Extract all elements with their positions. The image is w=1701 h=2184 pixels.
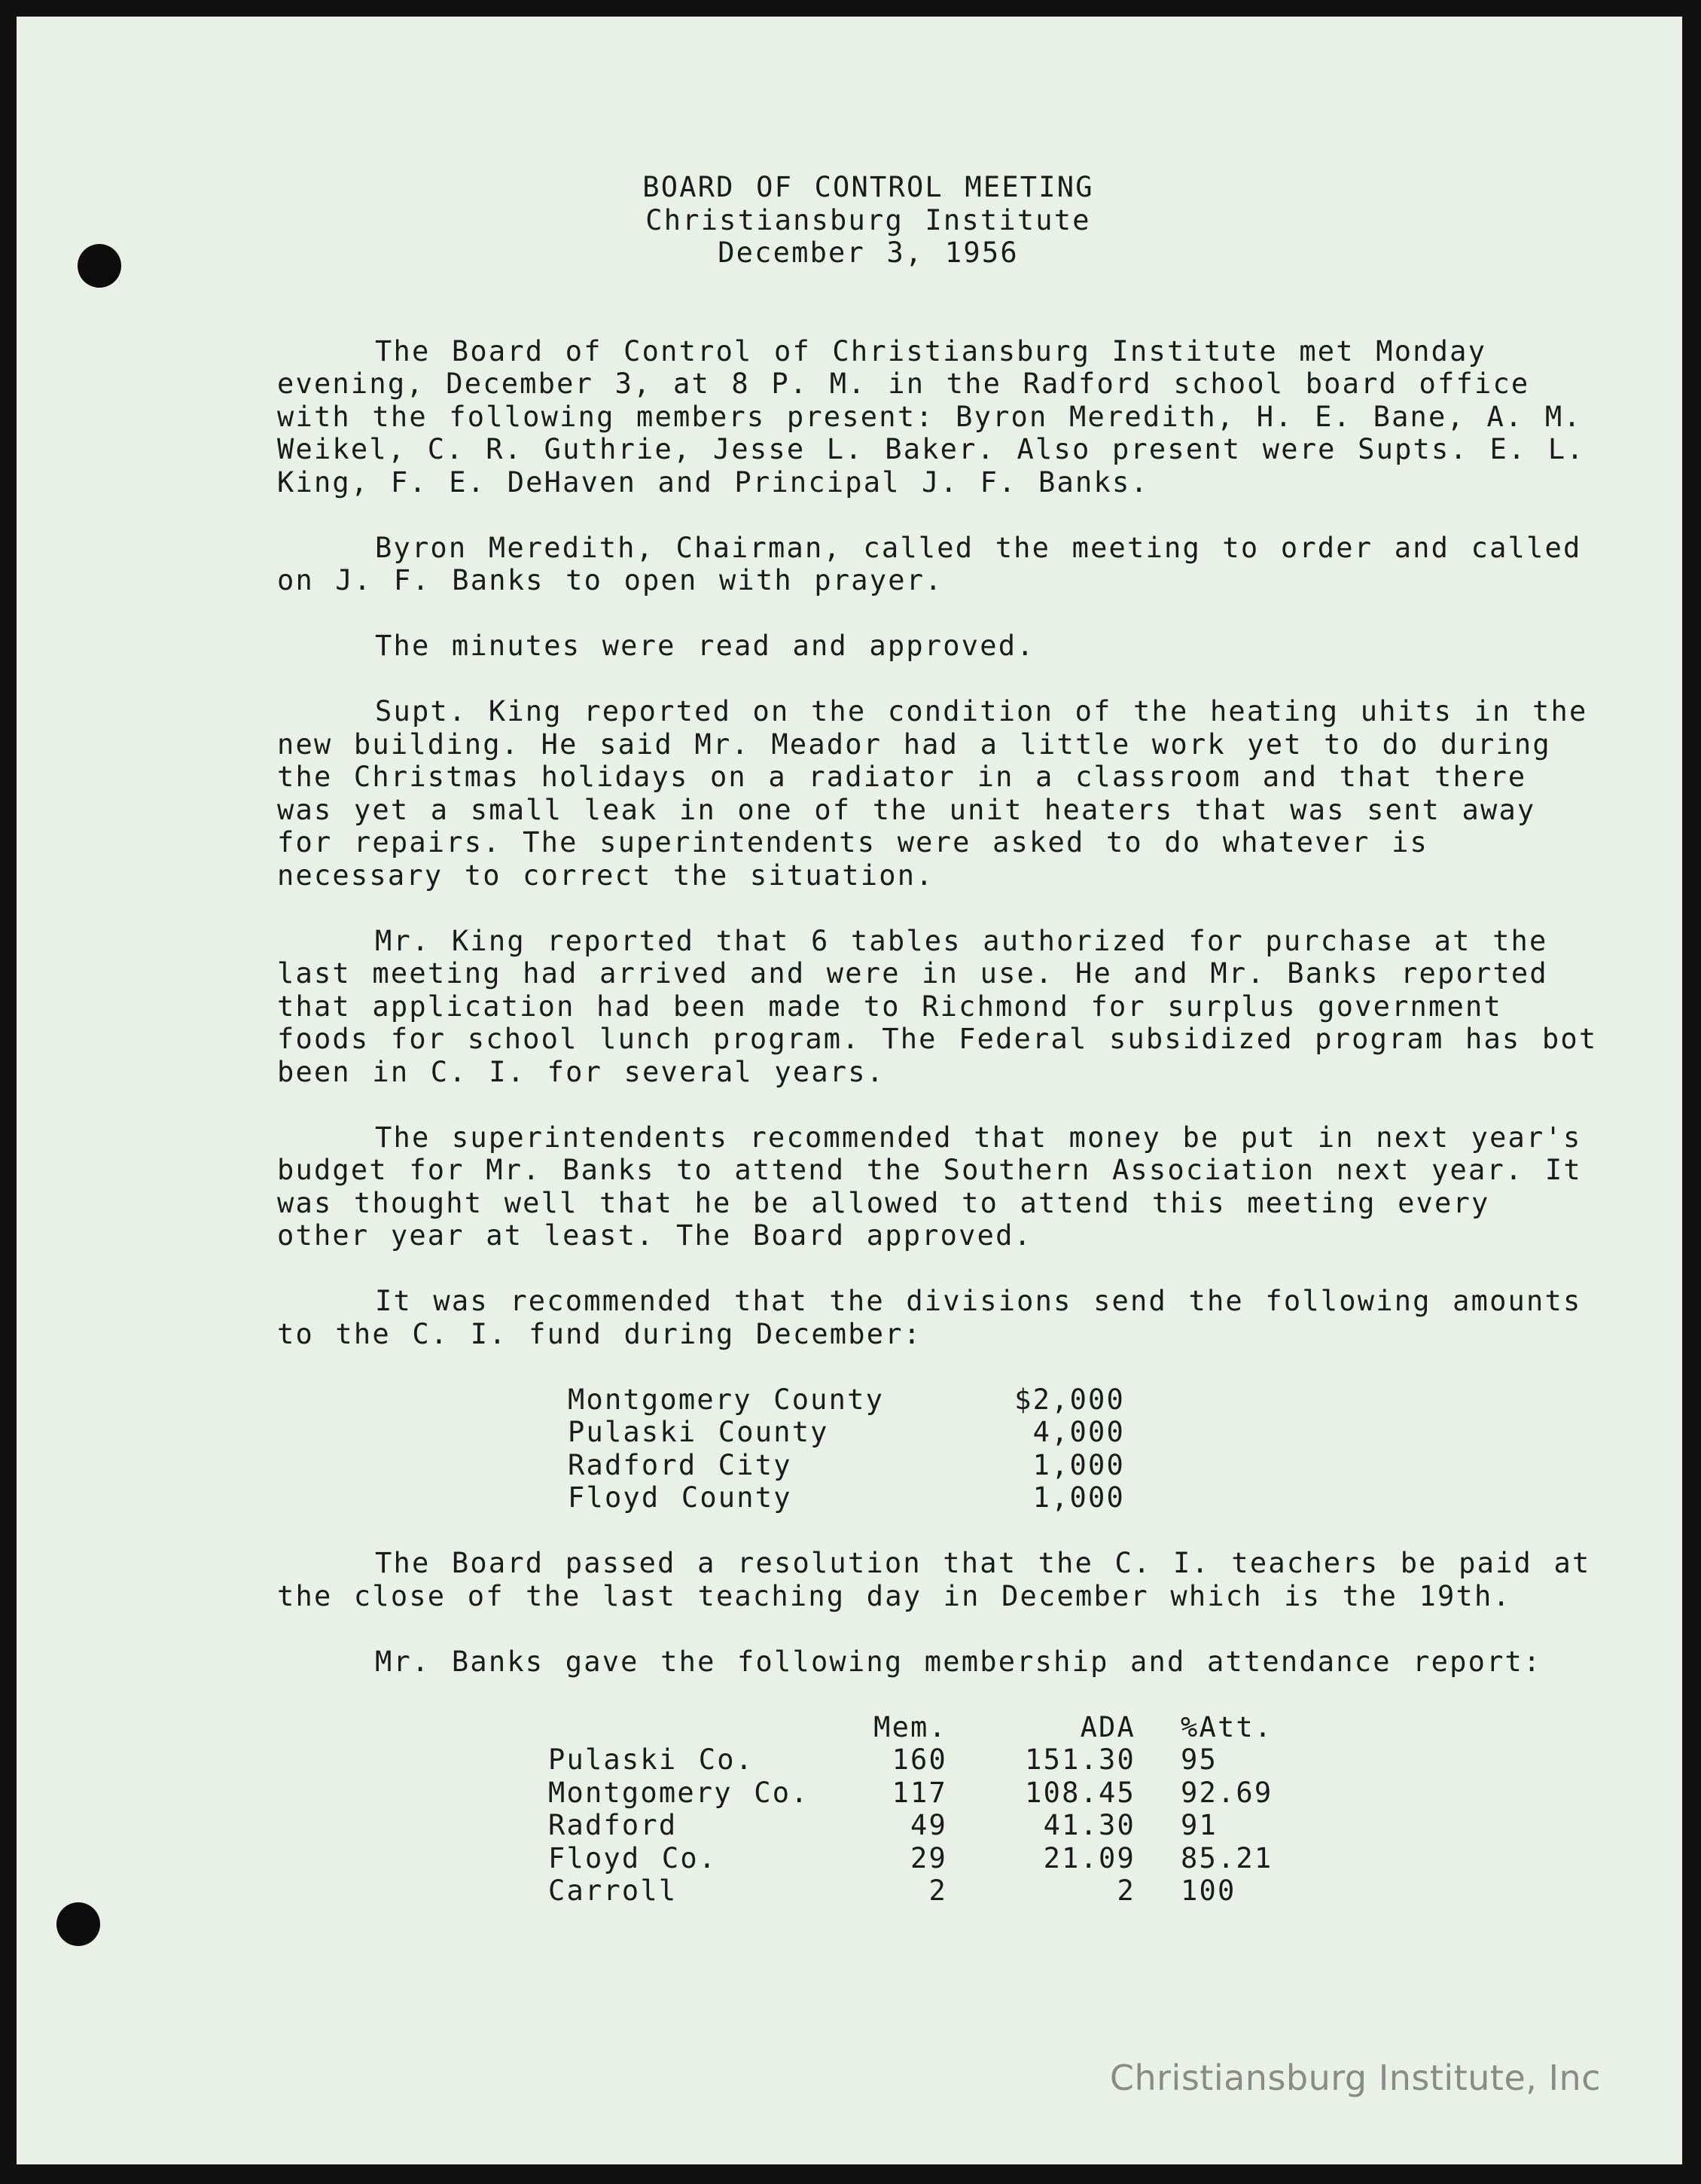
paragraph-call-to-order: Byron Meredith, Chairman, called the meeting to order and called on J. F. Banks to open with prayer.: [277, 531, 1582, 596]
amount-value: 1,000: [1032, 1481, 1125, 1514]
report-header-cell: [548, 1711, 834, 1744]
punch-hole-bottom: [56, 1902, 100, 1946]
amount-row: [277, 1383, 1602, 1417]
report-header-cell: %Att.: [1181, 1710, 1273, 1743]
amount-division: Pulaski County: [568, 1416, 829, 1448]
document-page: [17, 17, 1682, 2164]
header-title: BOARD OF CONTROL MEETING: [642, 171, 1094, 203]
paragraph-fund: It was recommended that the divisions send the following amounts to the C. I. fund during December:: [277, 1285, 1582, 1350]
report-header-cell: Mem.: [873, 1710, 947, 1743]
amount-division: Floyd County: [568, 1481, 792, 1514]
report-cell: 100: [1181, 1874, 1236, 1907]
report-cell: 41.30: [1043, 1809, 1136, 1841]
report-cell: 2: [1117, 1874, 1136, 1907]
amount-division: Radford City: [568, 1448, 792, 1481]
amount-value: 4,000: [1032, 1416, 1125, 1448]
amount-row: [277, 1416, 1602, 1449]
header-institution: Christiansburg Institute: [645, 203, 1091, 236]
report-cell: 2: [928, 1874, 947, 1907]
amount-value: $2,000: [1014, 1383, 1125, 1416]
paragraph-teacher-pay: The Board passed a resolution that the C. I. teachers be paid at the close of the last teaching day in December which is the 19th.: [277, 1547, 1591, 1612]
report-cell: 95: [1181, 1743, 1218, 1776]
document-header: [277, 171, 1459, 270]
report-cell: 49: [910, 1809, 947, 1841]
report-cell: 108.45: [1025, 1776, 1136, 1809]
report-cell: 92.69: [1181, 1776, 1273, 1809]
report-row: [277, 1777, 1602, 1810]
report-row: [277, 1743, 1602, 1777]
report-row: [277, 1874, 1602, 1908]
report-header-cell: ADA: [1080, 1710, 1136, 1743]
watermark-text: Christiansburg Institute, Inc: [1109, 2057, 1601, 2098]
report-cell: 21.09: [1043, 1841, 1136, 1874]
paragraph-tables: Mr. King reported that 6 tables authorized for purchase at the last meeting had arrived and were in use. He and Mr. Banks reported that application had been made to Richmond for surplus government foods for school lunch program. The Federal subsidized program has bot been in C. I. for several years.: [277, 924, 1598, 1088]
amount-row: [277, 1449, 1602, 1482]
header-date: December 3, 1956: [718, 236, 1019, 269]
report-cell: Carroll: [548, 1874, 678, 1907]
paragraph-attendance: The Board of Control of Christiansburg Institute met Monday evening, December 3, at 8 P. M. in the Radford school board office with the following members present: Byron Meredith, H. E. Bane, A. M. Weikel, C. R. Guthrie, Jesse L. Baker. Also present were Supts. E. L. King, F. E. DeHaven and Principal J. F. Banks.: [277, 334, 1585, 499]
report-cell: 151.30: [1025, 1743, 1136, 1776]
amount-row: [277, 1481, 1602, 1514]
attendance-report-table: [277, 1711, 1602, 1908]
report-cell: 85.21: [1181, 1841, 1273, 1874]
amount-value: 1,000: [1032, 1448, 1125, 1481]
report-row: [277, 1842, 1602, 1875]
report-cell: Floyd Co.: [548, 1841, 718, 1874]
amount-division: Montgomery County: [568, 1383, 885, 1416]
report-header-row: [277, 1711, 1602, 1744]
paragraph-heating: Supt. King reported on the condition of the heating uhits in the new building. He said Mr. Meador had a little work yet to do during the Christmas holidays on a radiator in a classroom and that there was yet a small leak in one of the unit heaters that was sent away for repairs. The superintendents were asked to do whatever is necessary to correct the situation.: [277, 695, 1588, 892]
report-cell: Radford: [548, 1809, 678, 1841]
paragraph-minutes: The minutes were read and approved.: [375, 630, 1035, 662]
report-cell: 29: [910, 1841, 947, 1874]
report-cell: Pulaski Co.: [548, 1743, 754, 1776]
report-cell: Montgomery Co.: [548, 1776, 809, 1809]
paragraph-budget: The superintendents recommended that money be put in next year's budget for Mr. Banks to attend the Southern Association next year. It was thought well that he be allowed to attend this meeting every other year at least. The Board approved.: [277, 1121, 1582, 1252]
report-cell: 91: [1181, 1809, 1218, 1841]
report-cell: 160: [892, 1743, 947, 1776]
amounts-table: [277, 1383, 1602, 1514]
paragraph-report-intro: Mr. Banks gave the following membership and attendance report:: [375, 1645, 1542, 1678]
punch-hole-top: [78, 244, 121, 288]
report-row: [277, 1809, 1602, 1842]
report-cell: 117: [892, 1776, 947, 1809]
document-body: [277, 171, 1602, 1908]
